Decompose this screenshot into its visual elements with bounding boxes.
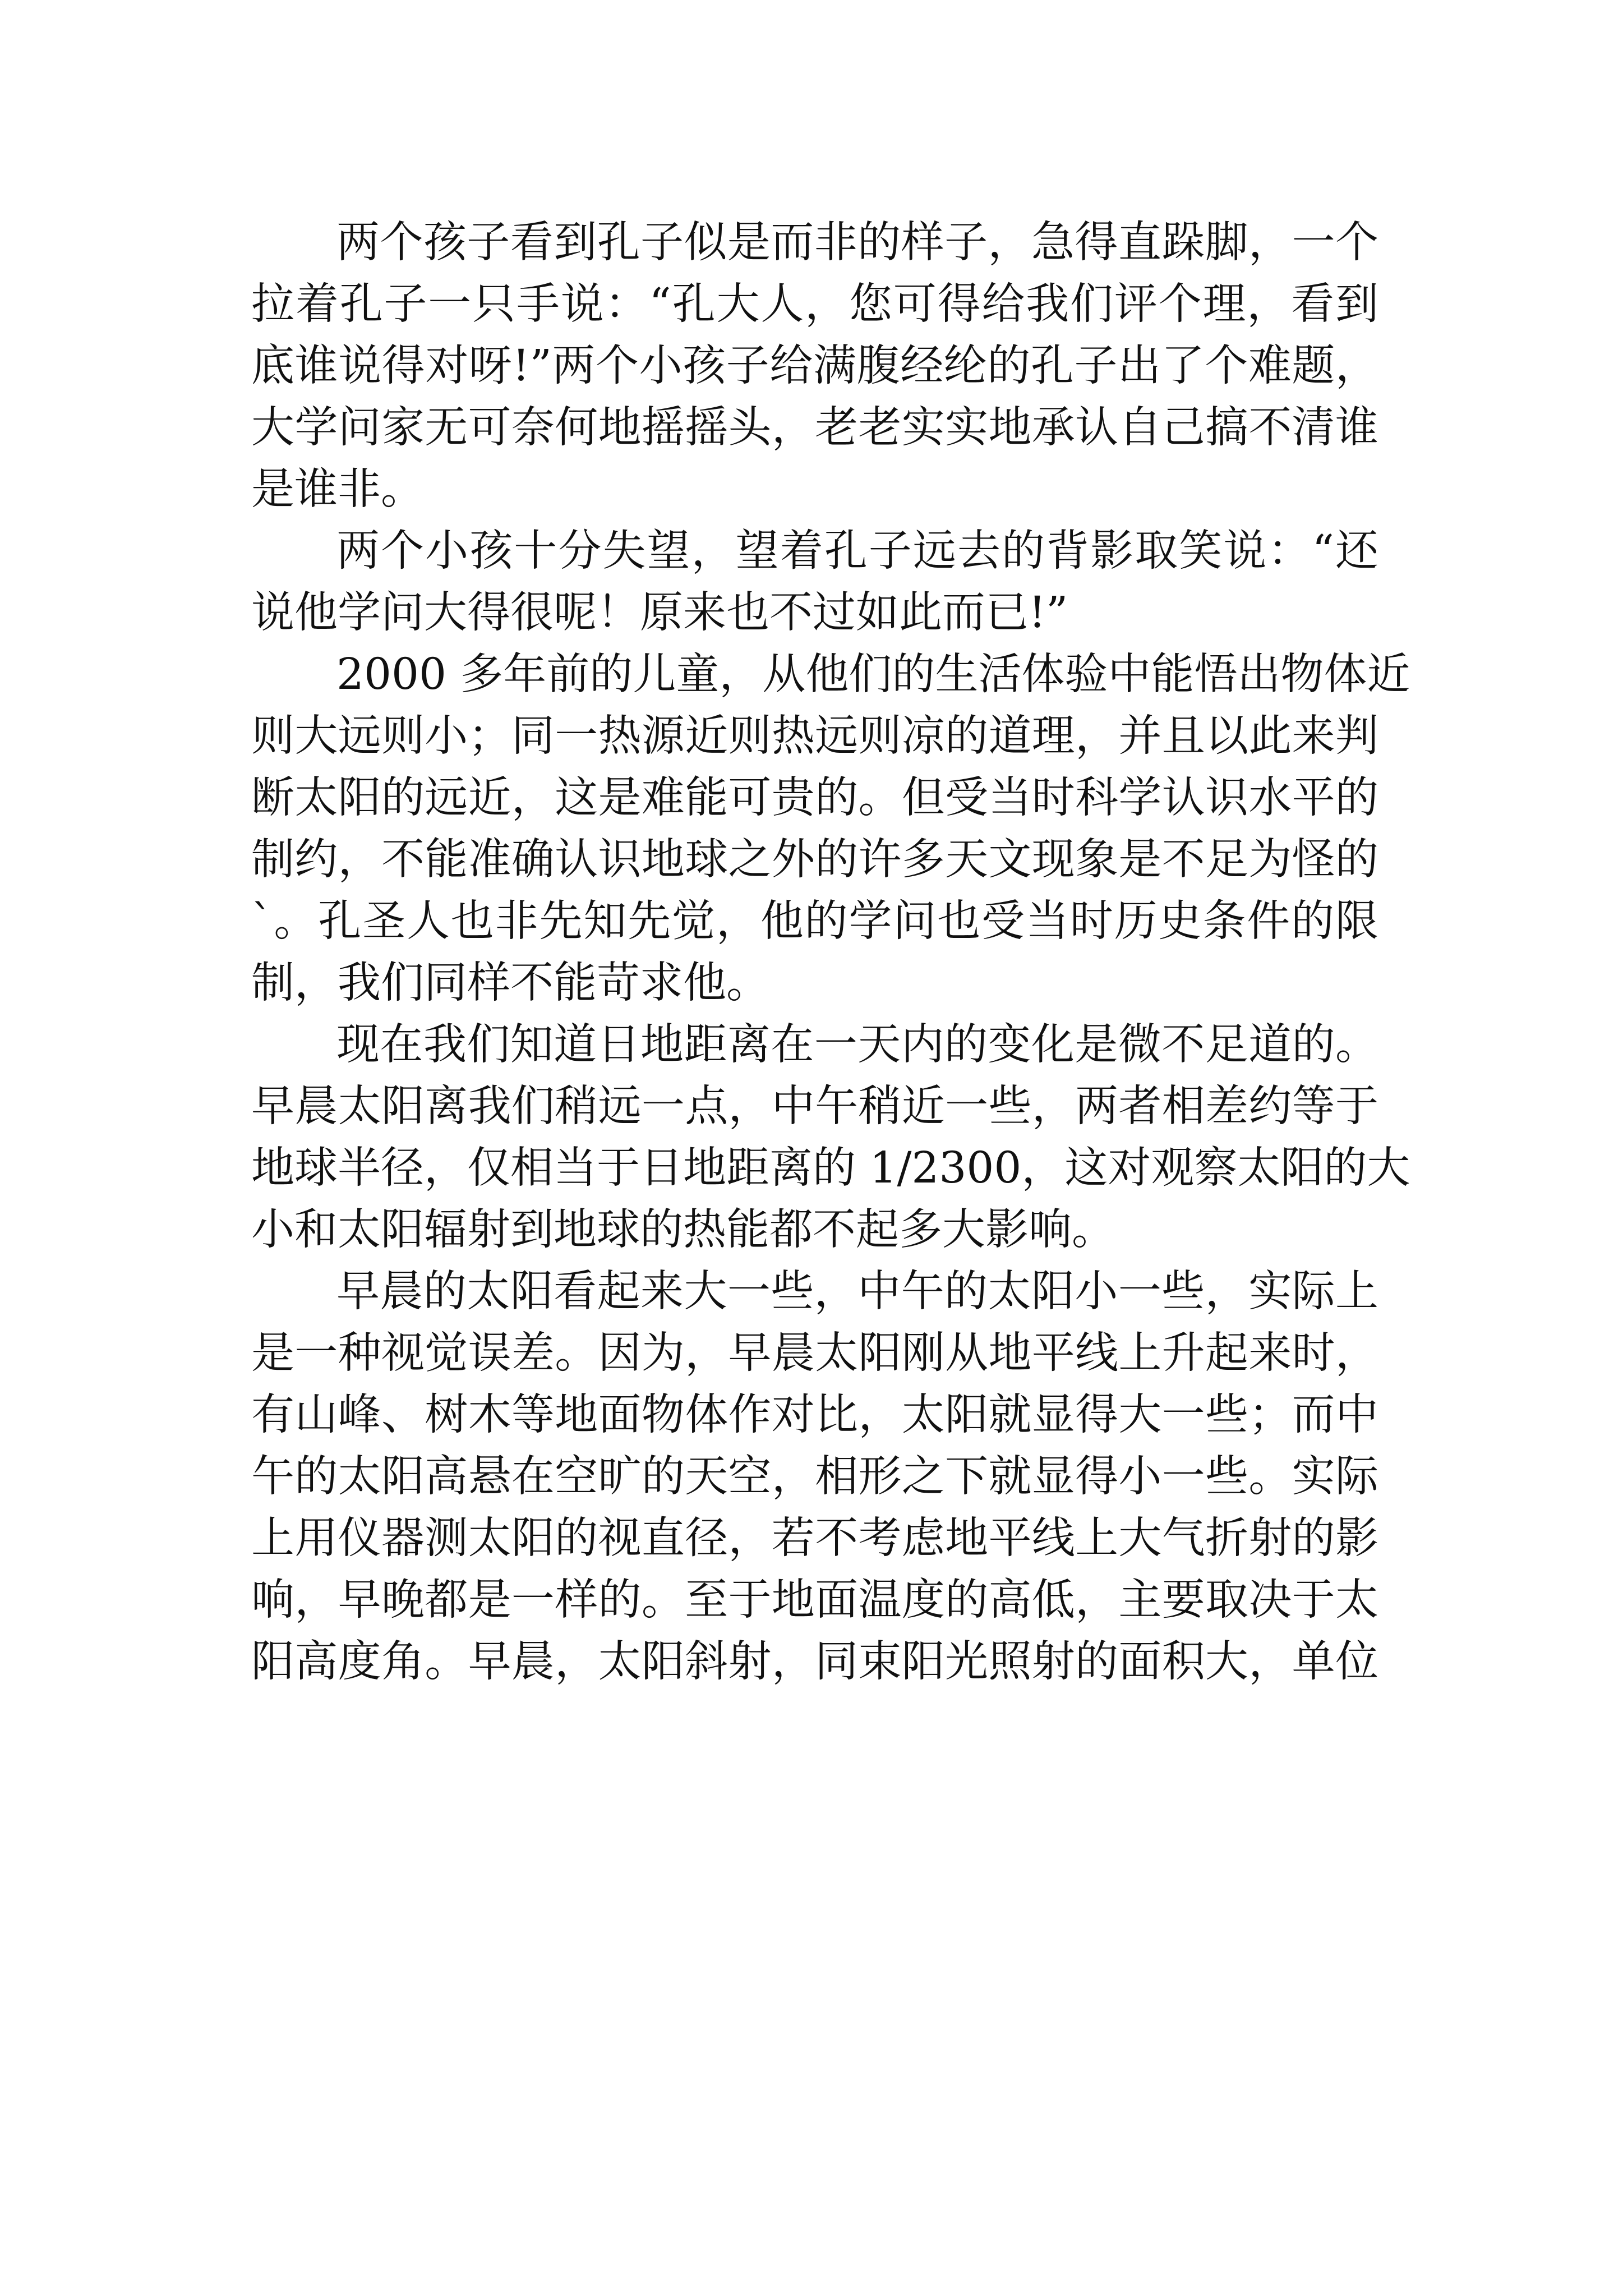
- text-line: 大学问家无可奈何地摇摇头，老老实实地承认自己搞不清谁: [251, 403, 1378, 453]
- text-line: 上用仪器测太阳的视直径，若不考虑地平线上大气折射的影: [251, 1513, 1378, 1563]
- text-line: 则大远则小；同一热源近则热远则凉的道理，并且以此来判: [251, 711, 1378, 761]
- text-line: 制约，不能准确认识地球之外的许多天文现象是不足为怪的: [251, 835, 1378, 885]
- text-line: 2000 多年前的儿童，从他们的生活体验中能悟出物体近: [336, 650, 1410, 700]
- text-line: 现在我们知道日地距离在一天内的变化是微不足道的。: [336, 1020, 1378, 1070]
- text-line: 小和太阳辐射到地球的热能都不起多大影响。: [251, 1205, 1115, 1255]
- text-line: 两个小孩十分失望，望着孔子远去的背影取笑说：“还: [336, 526, 1378, 576]
- text-line: `。孔圣人也非先知先觉，他的学问也受当时历史条件的限: [251, 896, 1378, 946]
- text-line: 午的太阳高悬在空旷的天空，相形之下就显得小一些。实际: [251, 1452, 1378, 1502]
- body-text: [251, 212, 1410, 1693]
- text-line: 底谁说得对呀!”两个小孩子给满腹经纶的孔子出了个难题，: [251, 341, 1378, 391]
- text-line: 是谁非。: [251, 464, 424, 514]
- text-line: 是一种视觉误差。因为，早晨太阳刚从地平线上升起来时，: [251, 1328, 1378, 1378]
- text-line: 阳高度角。早晨，太阳斜射，同束阳光照射的面积大，单位: [251, 1637, 1378, 1687]
- text-line: 两个孩子看到孔子似是而非的样子，急得直跺脚，一个: [336, 218, 1378, 268]
- text-line: 拉着孔子一只手说：“孔大人，您可得给我们评个理，看到: [251, 279, 1378, 329]
- text-line: 说他学问大得很呢！原来也不过如此而已!”: [251, 588, 1068, 638]
- text-line: 早晨的太阳看起来大一些，中午的太阳小一些，实际上: [336, 1267, 1378, 1317]
- text-line: 制，我们同样不能苛求他。: [251, 958, 769, 1008]
- text-line: 响，早晚都是一样的。至于地面温度的高低，主要取决于太: [251, 1575, 1378, 1625]
- text-line: 有山峰、树木等地面物体作对比，太阳就显得大一些；而中: [251, 1390, 1378, 1440]
- text-line: 断太阳的远近，这是难能可贵的。但受当时科学认识水平的: [251, 773, 1378, 823]
- text-line: 地球半径，仅相当于日地距离的 1/2300，这对观察太阳的大: [251, 1143, 1410, 1193]
- text-line: 早晨太阳离我们稍远一点，中午稍近一些，两者相差约等于: [251, 1082, 1378, 1131]
